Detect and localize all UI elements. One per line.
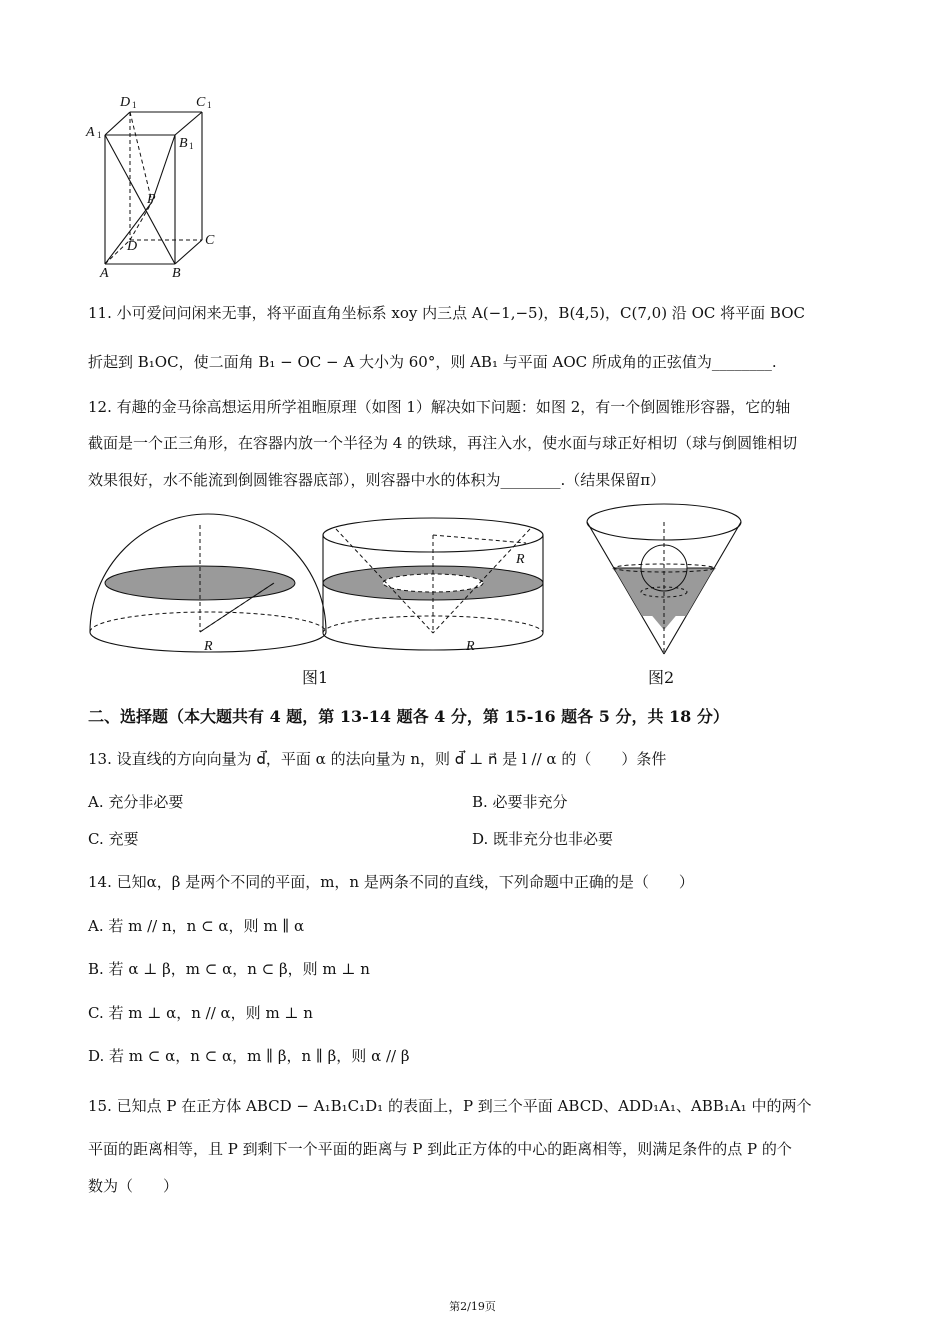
hemisphere-r-label: R <box>204 639 213 654</box>
cube-label-b: B <box>172 266 181 281</box>
cube-label-sub: 1 <box>97 130 102 140</box>
q14-stem: 14. 已知α，β 是两个不同的平面，m，n 是两条不同的直线，下列命题中正确的是（ ） <box>88 873 694 891</box>
cube-label-sub: 1 <box>132 100 137 110</box>
q14-option-b: B. 若 α ⊥ β，m ⊂ α，n ⊂ β，则 m ⊥ n <box>88 960 370 978</box>
cube-figure <box>82 92 232 282</box>
hemisphere-figure <box>84 505 334 665</box>
q13-option-c: C. 充要 <box>88 830 139 848</box>
q15-line1: 15. 已知点 P 在正方体 ABCD − A₁B₁C₁D₁ 的表面上，P 到三个平面 ABCD、ADD₁A₁、ABB₁A₁ 中的两个 <box>88 1097 812 1115</box>
cylinder-figure <box>316 505 556 665</box>
q12-line3: 效果很好，水不能流到倒圆锥容器底部），则容器中水的体积为________.（结果保留π） <box>88 471 666 489</box>
cube-label-d1: D <box>120 95 131 110</box>
cone-figure <box>584 500 744 660</box>
q13-option-d: D. 既非充分也非必要 <box>472 830 614 848</box>
q13-option-b: B. 必要非充分 <box>472 793 568 811</box>
page-number: 第2/19页 <box>449 1300 496 1313</box>
cube-label-sub: 1 <box>207 100 212 110</box>
q11-line1: 11. 小可爱问问闲来无事，将平面直角坐标系 xoy 内三点 A(−1,−5)，B(4,5)，C(7,0) 沿 OC 将平面 BOC <box>88 304 805 322</box>
q12-line2: 截面是一个正三角形，在容器内放一个半径为 4 的铁球，再注入水，使水面与球正好相切（球与倒圆锥相切 <box>88 434 798 452</box>
q14-option-c: C. 若 m ⊥ α，n // α，则 m ⊥ n <box>88 1004 313 1022</box>
cylinder-r-label-bottom: R <box>466 639 475 654</box>
cylinder-r-label-top: R <box>516 552 525 567</box>
cube-label-b1: B <box>179 136 188 151</box>
q12-line1: 12. 有趣的金马徐高想运用所学祖暅原理（如图 1）解决如下问题：如图 2，有一个倒圆锥形容器，它的轴 <box>88 398 791 416</box>
cube-label-a: A <box>100 266 109 281</box>
q15-line2: 平面的距离相等，且 P 到剩下一个平面的距离与 P 到此正方体的中心的距离相等，则满足条件的点 P 的个 <box>88 1140 792 1158</box>
q15-line3: 数为（ ） <box>88 1177 179 1195</box>
figure2-label: 图2 <box>648 668 675 687</box>
q14-option-d: D. 若 m ⊂ α，n ⊂ α，m ∥ β，n ∥ β，则 α // β <box>88 1047 410 1065</box>
cube-label-a1: A <box>86 125 95 140</box>
cube-label-p: P <box>147 192 156 207</box>
q14-option-a: A. 若 m // n，n ⊂ α，则 m ∥ α <box>88 917 305 935</box>
q13-stem: 13. 设直线的方向向量为 d⃗，平面 α 的法向量为 n，则 d⃗ ⊥ n⃗ 是 l // α 的（ ）条件 <box>88 750 667 768</box>
cube-label-c: C <box>205 233 215 248</box>
cube-label-d: D <box>127 239 138 254</box>
q11-line2: 折起到 B₁OC，使二面角 B₁ − OC − A 大小为 60°，则 AB₁ 与平面 AOC 所成角的正弦值为________. <box>88 353 777 371</box>
q13-option-a: A. 充分非必要 <box>88 793 184 811</box>
cube-label-sub: 1 <box>189 141 194 151</box>
figure1-label: 图1 <box>302 668 329 687</box>
cube-label-c1: C <box>196 95 206 110</box>
section2-title: 二、选择题（本大题共有 4 题，第 13-14 题各 4 分，第 15-16 题各 5 分，共 18 分） <box>88 707 729 726</box>
